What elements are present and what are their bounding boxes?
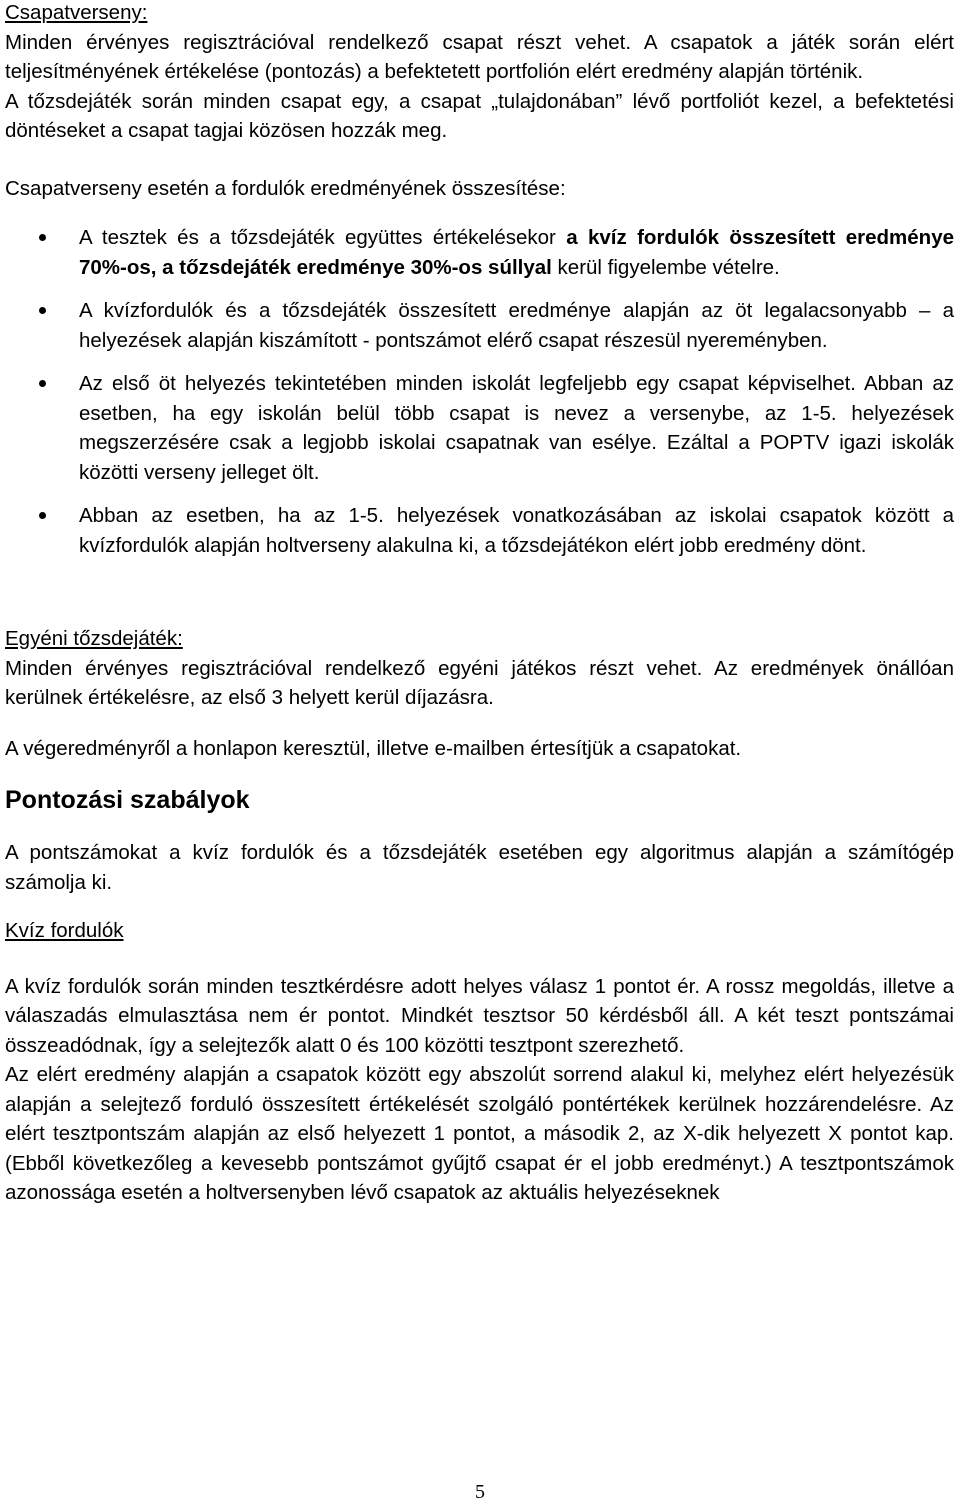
- weighting-text-end: kerül figyelembe vételre.: [551, 255, 780, 279]
- quiz-paragraph-1: A kvíz fordulók során minden tesztkérdésre adott helyes válasz 1 pontot ér. A rossz megoldás, illetve a válaszadás elmulasztása nem ér pontot. Mindkét tesztsor 50 kérdésből áll. A két teszt pontszámai összeadódnak, így a selejtezők alatt 0 és 100 közötti tesztpont szerezhető.: [5, 974, 954, 1057]
- quiz-paragraph-2: Az elért eredmény alapján a csapatok között egy abszolút sorrend alakul ki, melyhez elért helyezésük alapján a selejtező forduló összesített értékelését szolgáló pontértékek kerülnek hozzárendelésre. Az elért tesztpontszám alapján az első helyezett 1 pontot, a második 2, az X-dik helyezett X pontot kap. (Ebből következőleg a kevesebb pontszámot gyűjtő csapat ér el jobb eredményt.) A tesztpontszámok azonossága esetén a holtversenyben lévő csapatok az aktuális helyezéseknek: [5, 1063, 954, 1204]
- scoring-intro: A pontszámokat a kvíz fordulók és a tőzsdejáték esetében egy algoritmus alapján a számítógép számolja ki.: [5, 841, 954, 894]
- team-competition-heading: Csapatverseny:: [5, 1, 148, 24]
- weighting-text-bold: a kvíz fordulók összesített eredménye 70%-os, a tőzsdejáték eredménye 30%-os súllyal: [79, 226, 954, 279]
- team-summary-intro: Csapatverseny esetén a fordulók eredményének összesítése:: [5, 176, 566, 200]
- team-rule-school-limit: Az első öt helyezés tekintetében minden iskolát legfeljebb egy csapat képviselhet. Abban az esetben, ha egy iskolán belül több csapat is nevez a versenybe, az 1-5. helyezések megszerzésére csak a legjobb iskolai csapatnak van esélye. Ezáltal a POPTV igazi iskolák közötti verseny jelleget ölt.: [5, 369, 954, 487]
- individual-paragraph-2: A végeredményről a honlapon keresztül, illetve e-mailben értesítjük a csapatokat.: [5, 736, 742, 760]
- team-rules-list: [5, 223, 954, 560]
- team-rule-weighting: [5, 223, 954, 282]
- scoring-title: Pontozási szabályok: [5, 786, 250, 814]
- team-paragraph-1: Minden érvényes regisztrációval rendelkező csapat részt vehet. A csapatok a játék során elért teljesítményének értékelése (pontozás) a befektetett portfolión elért eredmény alapján történik.: [5, 30, 954, 83]
- weighting-text-start: A tesztek és a tőzsdejáték együttes értékelésekor: [79, 226, 567, 249]
- page-number: 5: [475, 1481, 485, 1503]
- team-rule-prize: A kvízfordulók és a tőzsdejáték összesített eredménye alapján az öt legalacsonyabb – a helyezések alapján kiszámított - pontszámot elérő csapat részesül nyereményben.: [5, 296, 954, 355]
- individual-paragraph-1: Minden érvényes regisztrációval rendelkező egyéni játékos részt vehet. Az eredmények önállóan kerülnek értékelésre, az első 3 helyett kerül díjazásra.: [5, 656, 954, 709]
- team-rule-tiebreak: Abban az esetben, ha az 1-5. helyezések vonatkozásában az iskolai csapatok között a kvízfordulók alapján holtverseny alakulna ki, a tőzsdejátékon elért jobb eredmény dönt.: [5, 501, 954, 560]
- quiz-heading: Kvíz fordulók: [5, 919, 124, 942]
- team-paragraph-2: A tőzsdejáték során minden csapat egy, a csapat „tulajdonában” lévő portfoliót kezel, a befektetési döntéseket a csapat tagjai közösen hozzák meg.: [5, 89, 954, 142]
- individual-heading: Egyéni tőzsdejáték:: [5, 627, 183, 650]
